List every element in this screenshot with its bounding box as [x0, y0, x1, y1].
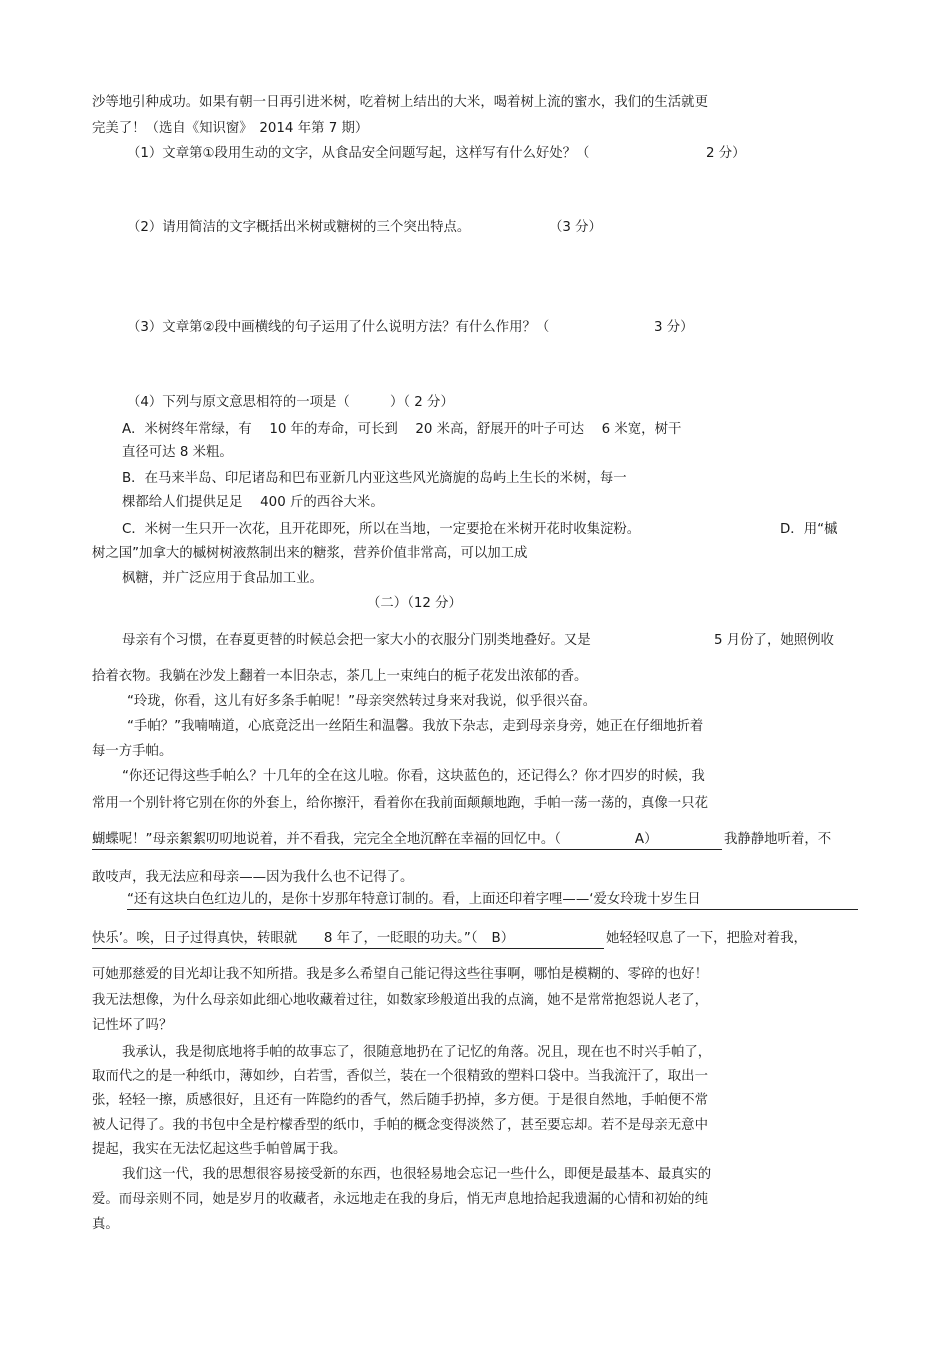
marker-b: B） — [491, 931, 515, 946]
option-d-line-2: 树之国”加拿大的槭树树液熬制出来的糖浆，营养价值非常高，可以加工成 — [92, 546, 528, 561]
paragraph-line: 蝴蝶呢！”母亲絮絮叨叨地说着，并不看我，完完全全地沉醉在幸福的回忆中。（ — [92, 832, 561, 847]
paragraph-line: 可她那慈爱的目光却让我不知所措。我是多么希望自己能记得这些往事啊，哪怕是模糊的、零碎的也好！ — [92, 967, 708, 982]
text-line: 沙等地引种成功。如果有朝一日再引进米树，吃着树上结出的大米，喝着树上流的蜜水，我们的生活就更 — [92, 95, 708, 110]
paragraph-line: “你还记得这些手帕么？十几年的全在这儿啦。你看，这块蓝色的，还记得么？你才四岁的时候，我 — [122, 769, 705, 784]
paragraph-line: 我静静地听着，不 — [724, 832, 832, 847]
marker-a: A） — [634, 832, 658, 847]
section-heading: （二）（12 分） — [367, 596, 462, 611]
paragraph-line: 爱。而母亲则不同，她是岁月的收藏者，永远地走在我的身后，悄无声息地拾起我遗漏的心情和初始的纯 — [92, 1192, 708, 1207]
paragraph-line: 提起，我实在无法忆起这些手帕曾属于我。 — [92, 1142, 347, 1157]
option-a-line-2: 直径可达 8 米粗。 — [122, 445, 233, 460]
question-1-score: 2 分） — [706, 146, 746, 161]
paragraph-line: 快乐’。唉，日子过得真快，转眼就 8 年了，一眨眼的功夫。”（ — [92, 931, 478, 946]
underlined-sentence — [92, 831, 722, 850]
option-d-line-3: 枫糖，并广泛应用于食品加工业。 — [122, 571, 323, 586]
option-c: C．米树一生只开一次花，且开花即死，所以在当地，一定要抢在米树开花时收集淀粉。 — [122, 522, 641, 537]
option-a-line-1: A．米树终年常绿，有 10 年的寿命，可长到 20 米高，舒展开的叶子可达 6 米宽，树干 — [122, 422, 682, 437]
paragraph-line: 取而代之的是一种纸巾，薄如纱，白若雪，香似兰，装在一个很精致的塑料口袋中。当我流汗了，取出一 — [92, 1069, 708, 1084]
paragraph-line: 我承认，我是彻底地将手帕的故事忘了，很随意地扔在了记忆的角落。况且，现在也不时兴手帕了， — [122, 1045, 712, 1060]
paragraph-line: 常用一个别针将它别在你的外套上，给你擦汗，看着你在我前面颠颠地跑，手帕一荡一荡的，真像一只花 — [92, 796, 708, 811]
paragraph-line: 被人记得了。我的书包中全是柠檬香型的纸巾，手帕的概念变得淡然了，甚至要忘却。若不是母亲无意中 — [92, 1118, 708, 1133]
question-2-score: （3 分） — [549, 220, 602, 235]
underlined-sentence — [92, 930, 604, 949]
question-1: （1）文章第①段用生动的文字，从食品安全问题写起，这样写有什么好处？（ — [127, 146, 590, 161]
option-b-line-2: 棵都给人们提供足足 400 斤的西谷大米。 — [122, 495, 384, 510]
paragraph-line: 记性坏了吗？ — [92, 1018, 173, 1033]
question-2: （2）请用简洁的文字概括出米树或糖树的三个突出特点。 — [127, 220, 471, 235]
paragraph-line: 我无法想像，为什么母亲如此细心地收藏着过往，如数家珍般道出我的点滴，她不是常常抱怨说人老了， — [92, 993, 708, 1008]
paragraph-line: 敢吱声，我无法应和母亲——因为我什么也不记得了。 — [92, 870, 414, 885]
paragraph-line: “手帕？”我喃喃道，心底竟泛出一丝陌生和温馨。我放下杂志，走到母亲身旁，她正在仔细地折着 — [127, 719, 704, 734]
paragraph-line: “玲珑，你看，这儿有好多条手帕呢！”母亲突然转过身来对我说，似乎很兴奋。 — [127, 694, 597, 709]
option-d-line-1: D．用“槭 — [780, 522, 838, 537]
paragraph-line: 5 月份了，她照例收 — [714, 633, 834, 648]
source-line: 完美了！（选自《知识窗》 2014 年第 7 期） — [92, 121, 369, 136]
option-b-line-1: B．在马来半岛、印尼诸岛和巴布亚新几内亚这些风光旖旎的岛屿上生长的米树，每一 — [122, 471, 627, 486]
paragraph-line: 我们这一代，我的思想很容易接受新的东西，也很轻易地会忘记一些什么，即便是最基本、最真实的 — [122, 1167, 712, 1182]
paragraph-line: 母亲有个习惯，在春夏更替的时候总会把一家大小的衣服分门别类地叠好。又是 — [122, 633, 591, 648]
paragraph-line: 张，轻轻一擦，质感很好，且还有一阵隐约的香气，然后随手扔掉，多方便。于是很自然地，手帕便不常 — [92, 1093, 708, 1108]
paragraph-line: 拾着衣物。我躺在沙发上翻着一本旧杂志，茶几上一束纯白的栀子花发出浓郁的香。 — [92, 669, 588, 684]
paragraph-line: 她轻轻叹息了一下，把脸对着我， — [606, 931, 807, 946]
question-3-score: 3 分） — [654, 320, 694, 335]
underlined-sentence: “还有这块白色红边儿的，是你十岁那年特意订制的。看，上面还印着字哩——‘爱女玲珑十岁生日 — [127, 891, 858, 910]
paragraph-line: 真。 — [92, 1217, 119, 1232]
paragraph-line: 每一方手帕。 — [92, 744, 173, 759]
question-3: （3）文章第②段中画横线的句子运用了什么说明方法？有什么作用？（ — [127, 320, 550, 335]
question-4: （4）下列与原文意思相符的一项是（ ）（ 2 分） — [127, 395, 454, 410]
